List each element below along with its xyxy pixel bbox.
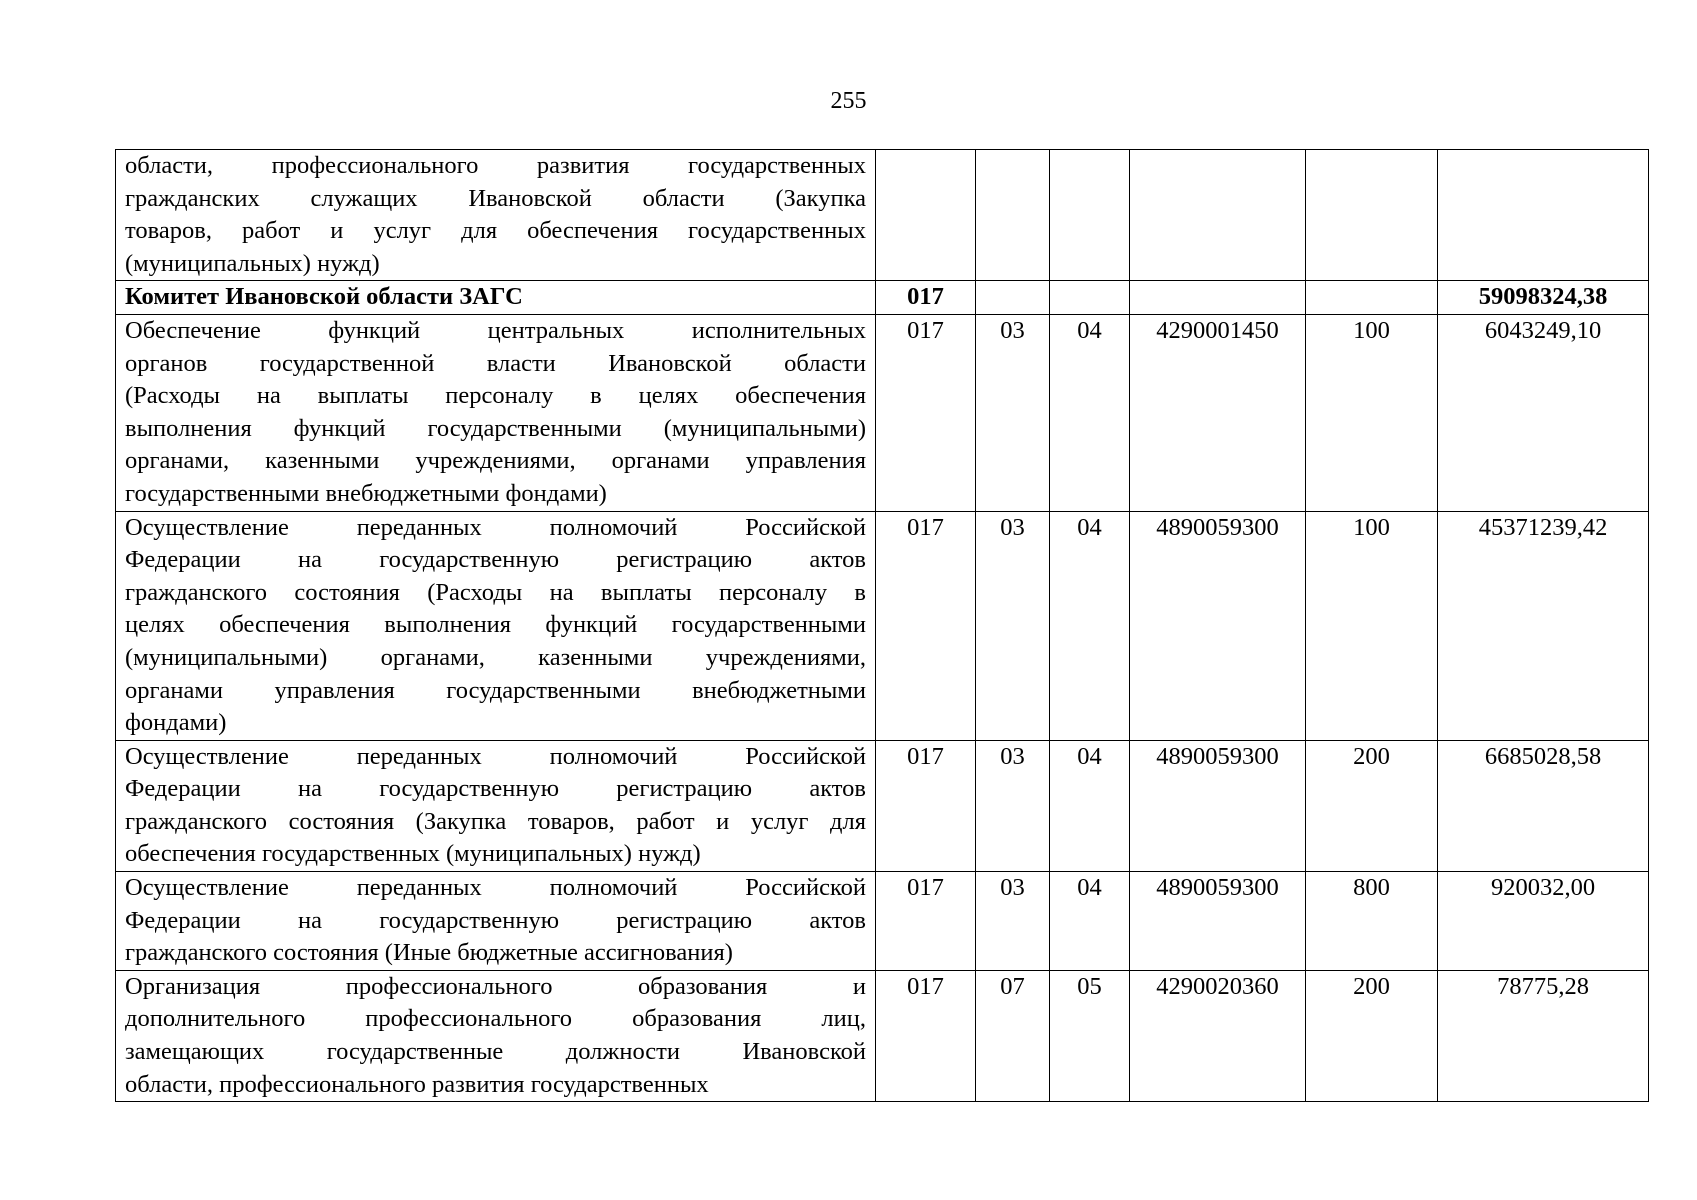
description-line: дополнительного профессионального образования лиц, xyxy=(125,1005,866,1033)
section-code-cell xyxy=(976,150,1050,281)
section-code-cell: 03 xyxy=(976,872,1050,971)
expense-type-cell: 200 xyxy=(1306,970,1438,1101)
description-line: гражданских служащих Ивановской области (Закупка xyxy=(125,184,866,212)
target-article-cell: 4290020360 xyxy=(1130,970,1306,1101)
description-line: (муниципальными) органами, казенными учреждениями, xyxy=(125,643,866,671)
row-description xyxy=(116,150,876,281)
expense-type-cell xyxy=(1306,150,1438,281)
description-line: фондами) xyxy=(125,709,227,737)
description-line: Комитет Ивановской области ЗАГС xyxy=(125,283,523,311)
description-line: Осуществление переданных полномочий Российской xyxy=(125,742,866,770)
ministry-code-cell: 017 xyxy=(876,872,976,971)
row-description xyxy=(116,872,876,971)
description-line: органами, казенными учреждениями, органами управления xyxy=(125,447,866,475)
amount-cell: 6043249,10 xyxy=(1438,314,1649,511)
target-article-cell: 4290001450 xyxy=(1130,314,1306,511)
description-line: гражданского состояния (Расходы на выплаты персоналу в xyxy=(125,578,866,606)
amount-cell: 920032,00 xyxy=(1438,872,1649,971)
description-line: гражданского состояния (Закупка товаров, работ и услуг для xyxy=(125,807,866,835)
description-line: Федерации на государственную регистрацию актов xyxy=(125,906,866,934)
amount-cell: 78775,28 xyxy=(1438,970,1649,1101)
ministry-code-cell: 017 xyxy=(876,314,976,511)
table-row xyxy=(116,970,1649,1101)
target-article-cell: 4890059300 xyxy=(1130,872,1306,971)
section-code-cell: 07 xyxy=(976,970,1050,1101)
description-line: области, профессионального развития государственных xyxy=(125,152,866,179)
description-line: замещающих государственные должности Ивановской xyxy=(125,1038,866,1066)
description-line: Организация профессионального образования и xyxy=(125,972,866,1000)
description-line: обеспечения государственных (муниципальных) нужд) xyxy=(125,840,701,868)
amount-cell: 6685028,58 xyxy=(1438,740,1649,871)
ministry-code-cell xyxy=(876,150,976,281)
subsection-code-cell: 04 xyxy=(1050,740,1130,871)
description-line: (Расходы на выплаты персоналу в целях обеспечения xyxy=(125,382,866,410)
amount-cell: 45371239,42 xyxy=(1438,511,1649,740)
description-line: Федерации на государственную регистрацию актов xyxy=(125,546,866,574)
ministry-code-cell: 017 xyxy=(876,511,976,740)
section-code-cell: 03 xyxy=(976,511,1050,740)
target-article-cell xyxy=(1130,281,1306,315)
expense-type-cell xyxy=(1306,281,1438,315)
description-line: выполнения функций государственными (муниципальными) xyxy=(125,414,866,442)
table-row xyxy=(116,314,1649,511)
table-body xyxy=(116,150,1649,1102)
row-description xyxy=(116,314,876,511)
expense-type-cell: 800 xyxy=(1306,872,1438,971)
expense-type-cell: 100 xyxy=(1306,314,1438,511)
expense-type-cell: 200 xyxy=(1306,740,1438,871)
description-line: Обеспечение функций центральных исполнительных xyxy=(125,316,866,344)
row-description xyxy=(116,511,876,740)
target-article-cell: 4890059300 xyxy=(1130,740,1306,871)
description-line: Осуществление переданных полномочий Российской xyxy=(125,513,866,541)
subsection-code-cell xyxy=(1050,150,1130,281)
budget-table xyxy=(115,149,1649,1102)
description-line: целях обеспечения выполнения функций государственными xyxy=(125,611,866,639)
subsection-code-cell xyxy=(1050,281,1130,315)
ministry-code-cell: 017 xyxy=(876,970,976,1101)
description-line: области, профессионального развития государственных xyxy=(125,1070,709,1098)
table-row xyxy=(116,872,1649,971)
description-line: органами управления государственными внебюджетными xyxy=(125,676,866,704)
description-line: государственными внебюджетными фондами) xyxy=(125,479,607,507)
expense-type-cell: 100 xyxy=(1306,511,1438,740)
section-code-cell: 03 xyxy=(976,314,1050,511)
section-code-cell xyxy=(976,281,1050,315)
row-description xyxy=(116,281,876,315)
target-article-cell xyxy=(1130,150,1306,281)
description-line: Осуществление переданных полномочий Российской xyxy=(125,874,866,902)
description-line: гражданского состояния (Иные бюджетные ассигнования) xyxy=(125,939,733,967)
table-row xyxy=(116,740,1649,871)
subsection-code-cell: 04 xyxy=(1050,314,1130,511)
table-row xyxy=(116,150,1649,281)
row-description xyxy=(116,970,876,1101)
description-line: органов государственной власти Ивановской области xyxy=(125,349,866,377)
subsection-code-cell: 04 xyxy=(1050,872,1130,971)
amount-cell: 59098324,38 xyxy=(1438,281,1649,315)
page-number: 255 xyxy=(830,88,867,114)
subsection-code-cell: 04 xyxy=(1050,511,1130,740)
ministry-code-cell: 017 xyxy=(876,281,976,315)
amount-cell xyxy=(1438,150,1649,281)
table-row xyxy=(116,281,1649,315)
section-code-cell: 03 xyxy=(976,740,1050,871)
ministry-code-cell: 017 xyxy=(876,740,976,871)
target-article-cell: 4890059300 xyxy=(1130,511,1306,740)
description-line: Федерации на государственную регистрацию актов xyxy=(125,775,866,803)
subsection-code-cell: 05 xyxy=(1050,970,1130,1101)
table-row xyxy=(116,511,1649,740)
row-description xyxy=(116,740,876,871)
description-line: товаров, работ и услуг для обеспечения государственных xyxy=(125,217,866,245)
description-line: (муниципальных) нужд) xyxy=(125,249,380,277)
